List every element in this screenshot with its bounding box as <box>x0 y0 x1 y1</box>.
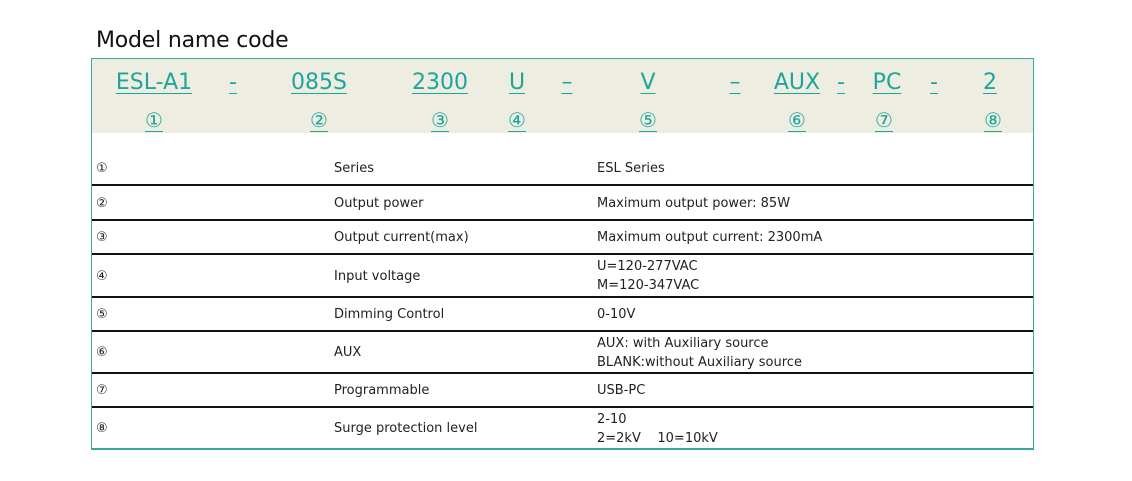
code-segment-aux: AUX <box>773 70 821 95</box>
code-separator: - <box>837 70 845 95</box>
row-description-line: U=120-277VAC <box>597 259 698 274</box>
row-name: Dimming Control <box>334 306 445 322</box>
code-segment-series: ESL-A1 <box>115 70 193 95</box>
table-row <box>92 298 1033 330</box>
row-description <box>597 221 822 254</box>
table-row <box>92 186 1033 220</box>
code-separator: - <box>930 70 938 95</box>
row-number: ② <box>96 195 108 211</box>
table-row <box>92 221 1033 254</box>
code-number-5: ⑤ <box>639 108 657 132</box>
row-description <box>597 374 645 406</box>
code-segment-current: 2300 <box>412 70 468 95</box>
row-name: AUX <box>334 345 362 360</box>
code-number-1: ① <box>145 108 163 132</box>
row-name: Output power <box>334 195 424 211</box>
code-segment-surge: 2 <box>983 70 997 95</box>
row-description <box>597 255 699 297</box>
row-description-line: 2-10 <box>597 411 627 427</box>
code-number-4: ④ <box>508 108 526 132</box>
row-description-line: AUX: with Auxiliary source <box>597 335 769 351</box>
row-description-line: Maximum output power: 85W <box>597 195 791 211</box>
row-number: ① <box>96 160 108 176</box>
code-segment-voltage: U <box>508 70 526 95</box>
row-description-line: ESL Series <box>597 160 665 176</box>
code-separator: – <box>729 70 741 95</box>
code-number-3: ③ <box>431 108 449 132</box>
table-row <box>92 255 1033 297</box>
table-row <box>92 408 1033 449</box>
row-description-line: BLANK:without Auxiliary source <box>597 354 802 370</box>
row-description-line: M=120-347VAC <box>597 278 700 293</box>
row-description-line: 2=2kV 10=10kV <box>597 430 718 446</box>
row-name: Programmable <box>334 382 430 398</box>
row-description-line: 0-10V <box>597 306 636 322</box>
row-name: Input voltage <box>334 268 421 284</box>
row-number: ⑧ <box>96 421 108 436</box>
table-row <box>92 150 1033 186</box>
code-segment-power: 085S <box>291 70 347 95</box>
code-separator: - <box>229 70 237 95</box>
row-name: Output current(max) <box>334 230 469 245</box>
code-number-8: ⑧ <box>984 108 1002 132</box>
page-title: Model name code <box>96 28 289 53</box>
row-description <box>597 298 635 330</box>
code-number-7: ⑦ <box>875 108 893 132</box>
code-segment-programmable: PC <box>872 70 902 95</box>
code-segment-dimming: V <box>640 70 656 95</box>
row-number: ④ <box>96 268 108 284</box>
row-name: Surge protection level <box>334 421 478 436</box>
row-number: ⑥ <box>96 345 108 360</box>
row-name: Series <box>334 160 374 176</box>
row-description <box>597 150 665 186</box>
code-number-6: ⑥ <box>788 108 806 132</box>
code-number-2: ② <box>310 108 328 132</box>
row-description-line: USB-PC <box>597 382 646 398</box>
table-row <box>92 374 1033 406</box>
code-separator: – <box>561 70 573 95</box>
row-number: ⑤ <box>96 306 108 322</box>
table-row <box>92 332 1033 373</box>
row-description-line: Maximum output current: 2300mA <box>597 230 823 245</box>
row-number: ③ <box>96 230 108 245</box>
row-description <box>597 332 802 373</box>
row-description <box>597 186 790 220</box>
row-number: ⑦ <box>96 382 108 398</box>
row-description <box>597 408 718 449</box>
